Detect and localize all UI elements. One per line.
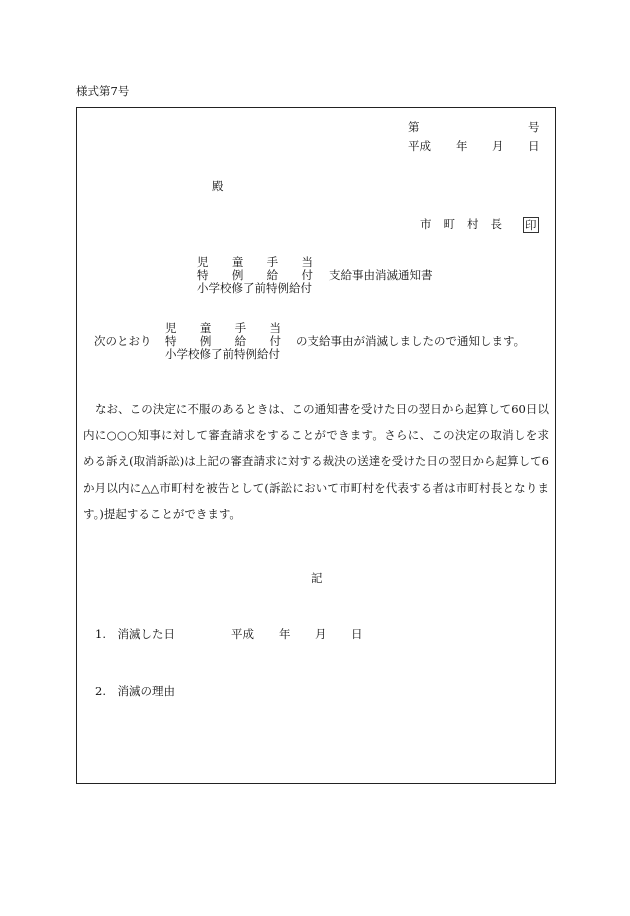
sender-title-char: 町 xyxy=(443,217,455,231)
date-year-unit: 年 xyxy=(456,139,468,153)
title-char: 給 xyxy=(266,268,279,282)
notice-line-jidou-teate xyxy=(165,322,281,336)
item-date-era: 平成 xyxy=(231,627,254,641)
notice-char: 児 xyxy=(165,321,177,335)
notice-char: 当 xyxy=(269,321,281,335)
notice-char: 手 xyxy=(234,321,247,335)
notice-char: 付 xyxy=(269,334,281,348)
form-number-label: 様式第7号 xyxy=(76,84,130,98)
title-char: 例 xyxy=(231,268,244,282)
item-date-day-unit: 日 xyxy=(351,627,363,641)
number-prefix: 第 xyxy=(408,120,420,134)
notice-char: 給 xyxy=(234,334,247,348)
notice-suffix: の支給事由が消滅しましたので通知します。 xyxy=(296,334,526,348)
seal-icon: 印 xyxy=(525,218,537,232)
title-suffix: 支給事由消滅通知書 xyxy=(329,268,433,282)
ki-heading: 記 xyxy=(311,571,323,585)
title-char: 付 xyxy=(301,268,313,282)
addressee-honorific: 殿 xyxy=(212,179,224,193)
sender-title-char: 長 xyxy=(490,217,502,231)
notice-char: 例 xyxy=(199,334,212,348)
title-char: 児 xyxy=(197,255,209,269)
item-extinction-reason-label: 2. 消滅の理由 xyxy=(95,684,175,698)
notice-char: 童 xyxy=(199,321,212,335)
sender-title-char: 村 xyxy=(467,217,479,231)
title-char: 童 xyxy=(231,255,244,269)
date-month-unit: 月 xyxy=(492,139,504,153)
title-line-jidou-teate xyxy=(197,256,313,270)
title-char: 当 xyxy=(301,255,313,269)
notice-char: 特 xyxy=(165,334,177,348)
item-extinction-date-label: 1. 消滅した日 xyxy=(95,627,175,641)
notice-prefix: 次のとおり xyxy=(94,334,152,348)
notice-line-shogakko: 小学校修了前特例給付 xyxy=(165,347,280,361)
date-day-unit: 日 xyxy=(528,139,540,153)
sender-title xyxy=(420,218,502,232)
item-date-month-unit: 月 xyxy=(315,627,327,641)
title-line-shogakko: 小学校修了前特例給付 xyxy=(197,281,312,295)
appeal-paragraph: なお、この決定に不服のあるときは、この通知書を受けた日の翌日から起算して60日以内に○○○知事に対して審査請求をすることができます。さらに、この決定の取消しを求める訴え(取消訴訟)は上記の審査請求に対する裁決の送達を受けた日の翌日から起算して6か月以内に△△市町村を被告として(訴訟において市町村を代表する者は市町村長となります。)提起することができます。 xyxy=(83,402,549,521)
number-suffix: 号 xyxy=(528,120,540,134)
seal-mark xyxy=(523,217,539,233)
title-char: 特 xyxy=(197,268,209,282)
item-date-year-unit: 年 xyxy=(279,627,291,641)
date-era: 平成 xyxy=(408,139,431,153)
sender-title-char: 市 xyxy=(420,217,432,231)
title-char: 手 xyxy=(266,255,279,269)
